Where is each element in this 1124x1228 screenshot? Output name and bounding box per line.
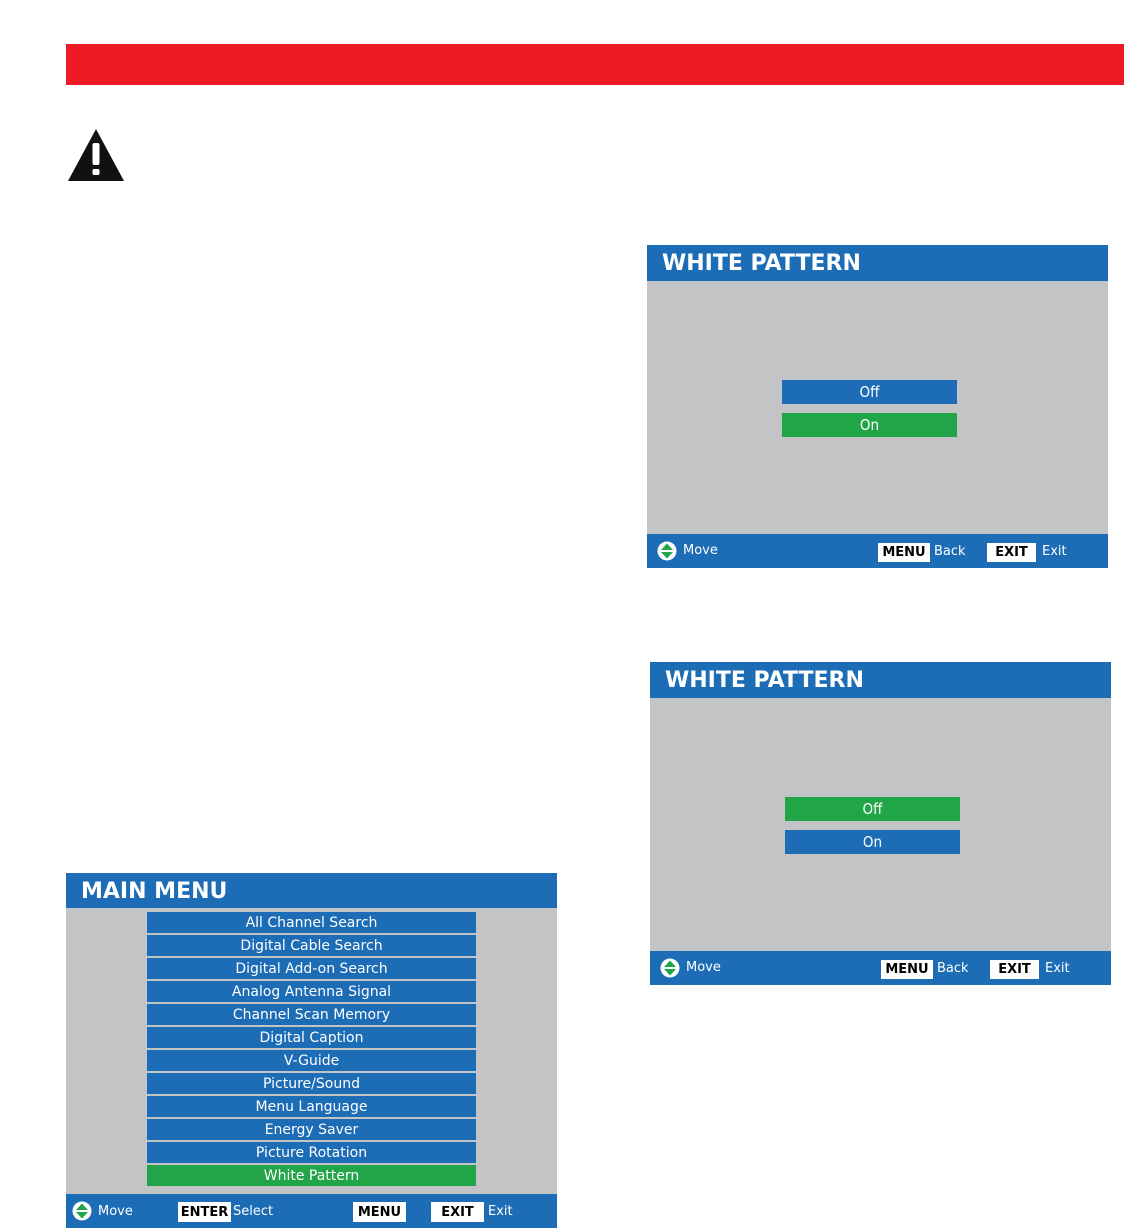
up-down-arrow-icon: [72, 1201, 92, 1221]
menu-item-digital-cable-search[interactable]: Digital Cable Search: [147, 935, 476, 956]
option-on[interactable]: On: [782, 413, 957, 437]
warning-triangle-icon: [66, 127, 126, 183]
exit-label: Exit: [1045, 961, 1070, 976]
white-pattern-screen-off: [650, 662, 1111, 985]
back-label: Back: [937, 961, 969, 976]
select-label: Select: [233, 1204, 274, 1219]
up-down-arrow-icon: [657, 541, 677, 561]
menu-item-white-pattern[interactable]: White Pattern: [147, 1165, 476, 1186]
exit-label: Exit: [488, 1204, 513, 1219]
menu-item-digital-caption[interactable]: Digital Caption: [147, 1027, 476, 1048]
exit-key[interactable]: EXIT: [987, 543, 1036, 562]
menu-item-analog-antenna-signal[interactable]: Analog Antenna Signal: [147, 981, 476, 1002]
white-pattern-screen-on: [647, 245, 1108, 568]
main-menu-title: MAIN MENU: [66, 873, 557, 908]
menu-item-menu-language[interactable]: Menu Language: [147, 1096, 476, 1117]
menu-item-digital-add-on-search[interactable]: Digital Add-on Search: [147, 958, 476, 979]
enter-key[interactable]: ENTER: [178, 1202, 231, 1222]
menu-item-energy-saver[interactable]: Energy Saver: [147, 1119, 476, 1140]
option-on[interactable]: On: [785, 830, 960, 854]
back-label: Back: [934, 544, 966, 559]
menu-item-channel-scan-memory[interactable]: Channel Scan Memory: [147, 1004, 476, 1025]
menu-item-picture-sound[interactable]: Picture/Sound: [147, 1073, 476, 1094]
menu-item-v-guide[interactable]: V-Guide: [147, 1050, 476, 1071]
menu-key[interactable]: MENU: [353, 1202, 406, 1222]
menu-item-all-channel-search[interactable]: All Channel Search: [147, 912, 476, 933]
screen-footer: [647, 534, 1108, 568]
option-off[interactable]: Off: [782, 380, 957, 404]
move-label: Move: [98, 1204, 133, 1219]
move-label: Move: [686, 960, 721, 975]
option-off[interactable]: Off: [785, 797, 960, 821]
main-menu-screen: [66, 873, 557, 1228]
move-label: Move: [683, 543, 718, 558]
screen-title: WHITE PATTERN: [647, 245, 1108, 281]
exit-key[interactable]: EXIT: [990, 960, 1039, 979]
menu-key[interactable]: MENU: [881, 960, 933, 979]
main-menu-footer: [66, 1194, 557, 1228]
screen-title: WHITE PATTERN: [650, 662, 1111, 698]
exit-label: Exit: [1042, 544, 1067, 559]
menu-key[interactable]: MENU: [878, 543, 930, 562]
screen-footer: [650, 951, 1111, 985]
menu-item-picture-rotation[interactable]: Picture Rotation: [147, 1142, 476, 1163]
up-down-arrow-icon: [660, 958, 680, 978]
exit-key[interactable]: EXIT: [431, 1202, 484, 1222]
header-red-bar: [66, 44, 1124, 85]
